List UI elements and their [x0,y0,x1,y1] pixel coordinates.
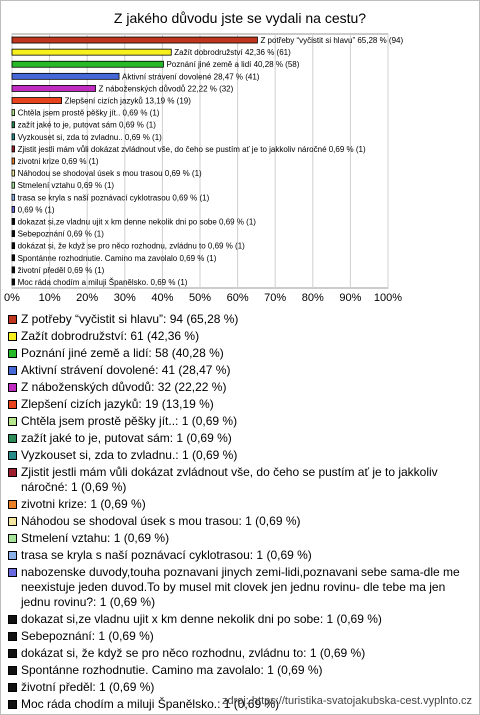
bar-label: dokázat si, že když se pro něco rozhodnu, zvládnu to 0,69 % (1) [17,241,245,251]
legend-swatch [8,349,17,358]
legend-swatch [8,451,17,460]
legend-label: Zažít dobrodružství: 61 (42,36 %) [21,329,200,343]
bar [12,218,15,224]
x-tick-label: 50% [188,292,212,304]
legend-item [8,531,472,546]
legend-item [8,363,472,378]
legend-swatch [8,700,17,709]
x-tick-label: 70% [264,292,287,304]
bar [12,122,15,128]
x-tick-label: 100% [373,292,403,304]
legend-label: zažít jaké to je, putovat sám: 1 (0,69 %) [21,431,232,445]
legend-label: Z náboženských důvodů: 32 (22,22 %) [21,380,227,394]
bar [12,134,15,140]
legend-item [8,612,472,627]
bar-label: Sebepoznání 0,69 % (1) [17,229,104,239]
legend-item [8,663,472,678]
legend-item [8,414,472,429]
legend-label: Chtěla jsem prostě pěšky jít..: 1 (0,69 %) [21,414,238,428]
bar-label: Aktivní strávení dovolené 28,47 % (41) [122,72,260,82]
legend-label: Moc ráda chodím a miluji Španělsko.: 1 (0,69 %) [21,697,280,711]
bar [12,158,15,164]
legend-swatch [8,366,17,375]
bar [12,170,15,176]
bar-chart [0,0,480,310]
source-note: zdroj: https://turistika-svatojakubska-cest.vyplnto.cz [221,695,472,707]
legend-swatch [8,632,17,641]
legend-label: Zlepšení cizích jazyků: 19 (13,19 %) [21,397,214,411]
bar [12,146,15,152]
legend-label: životní předěl: 1 (0,69 %) [21,680,155,694]
legend-swatch [8,615,17,624]
legend-item [8,497,472,512]
legend-swatch [8,315,17,324]
bar-label: trasa se kryla s naší poznávací cyklotrasou 0,69 % (1) [17,193,210,203]
legend-swatch [8,683,17,692]
legend-swatch [8,534,17,543]
legend-swatch [8,568,17,577]
legend-label: Aktivní strávení dovolené: 41 (28,47 %) [21,363,231,377]
legend-label: Z potřeby “vyčistit si hlavu”: 94 (65,28 %) [21,312,239,326]
legend-label: Sebepoznání: 1 (0,69 %) [21,629,154,643]
bar-label: Chtěla jsem prostě pěšky jít.. 0,69 % (1) [17,108,160,118]
legend-item [8,448,472,463]
legend-item [8,646,472,661]
bar-label: dokazat si,ze vladnu ujit x km denne nekolik dni po sobe 0,69 % (1) [17,217,256,227]
bar-label: Z náboženských důvodů 22,22 % (32) [98,84,234,94]
x-tick-label: 80% [301,292,324,304]
bar-label: Zažít dobrodružství 42,36 % (61) [174,48,291,58]
bar [12,85,96,91]
bar-label: Náhodou se shodoval úsek s mou trasou 0,69 % (1) [17,169,202,179]
bar [12,61,163,67]
legend-swatch [8,649,17,658]
x-tick-label: 10% [38,292,61,304]
legend-label: Poznání jiné země a lidí: 58 (40,28 %) [21,346,224,360]
legend-item [8,329,472,344]
bar-label: zivotni krize 0,69 % (1) [17,157,99,166]
bar [12,206,15,212]
legend-label: dokazat si,ze vladnu ujit x km denne nekolik dni po sobe: 1 (0,69 %) [21,612,382,626]
bar-label: Moc ráda chodím a miluji Španělsko. 0,69 % (1) [17,277,188,287]
legend-item [8,548,472,563]
legend-label: Náhodou se shodoval úsek s mou trasou: 1 (0,69 %) [21,514,301,528]
legend-swatch [8,666,17,675]
bar-label: Zjistit jestli mám vůli dokázat zvládnout vše, do čeho se pustím ať je to jakkoliv náročné 0,69 % (1) [17,144,366,154]
bar [12,98,62,104]
legend-swatch [8,517,17,526]
bar-label: Zlepšení cizích jazyků 13,19 % (19) [64,96,191,106]
legend-item [8,380,472,395]
legend-swatch [8,434,17,443]
legend-swatch [8,400,17,409]
legend-swatch [8,332,17,341]
legend-label: Spontánne rozhodnutie. Camino ma zavolalo: 1 (0,69 %) [21,663,323,677]
legend-item [8,312,472,327]
legend-label: Zjistit jestli mám vůli dokázat zvládnout vše, do čeho se pustím ať je to jakkoliv náročné: 1 (0,69 %) [21,465,438,494]
bar [12,49,171,55]
chart-legend [8,312,472,714]
x-tick-label: 90% [339,292,362,304]
bar [12,110,15,116]
x-tick-label: 40% [151,292,174,304]
legend-label: Stmelení vztahu: 1 (0,69 %) [21,531,170,545]
bar-label: Z potřeby “vyčistit si hlavu” 65,28 % (94) [260,36,404,46]
x-tick-label: 60% [226,292,249,304]
legend-item [8,629,472,644]
legend-label: Vyzkouset si, zda to zvladnu.: 1 (0,69 %) [21,448,238,462]
legend-item [8,680,472,695]
bar-label: životní předěl 0,69 % (1) [17,265,105,275]
bar [12,255,15,261]
legend-item [8,346,472,361]
chart-title: Z jakého důvodu jste se vydali na cestu? [113,10,367,26]
legend-label: dokázat si, že když se pro něco rozhodnu, zvládnu to: 1 (0,69 %) [21,646,366,660]
legend-swatch [8,468,17,477]
x-tick-label: 20% [76,292,99,304]
bar-label: Vyzkouset si, zda to zvladnu.. 0,69 % (1) [17,132,162,142]
bar-label: Poznání jiné země a lidí 40,28 % (58) [166,60,300,70]
legend-label: trasa se kryla s naší poznávací cyklotrasou: 1 (0,69 %) [21,548,312,562]
bar-label: Spontánne rozhodnutie. Camino ma zavolalo 0,69 % (1) [17,253,217,263]
bar-label: zažít jaké to je, putovat sám 0,69 % (1) [17,120,156,130]
x-tick-label: 30% [113,292,136,304]
bar [12,73,119,79]
bar-label: 0,69 % (1) [17,205,55,215]
bar [12,37,257,43]
bar-label: Stmelení vztahu 0,69 % (1) [17,181,115,191]
legend-item [8,514,472,529]
legend-label: zivotni krize: 1 (0,69 %) [21,497,146,511]
legend-swatch [8,383,17,392]
x-tick-label: 0% [4,292,20,304]
legend-item [8,465,472,495]
legend-swatch [8,417,17,426]
bar [12,279,15,285]
bar [12,194,15,200]
legend-item [8,397,472,412]
bar [12,231,15,237]
bar [12,243,15,249]
bar [12,182,15,188]
legend-swatch [8,551,17,560]
legend-label: nabozenske duvody,touha poznavani jinych zemi-lidi,poznavani sebe sama-dle me neexistuje jeden duvod.To by musel mit clovek jen jednu rovinu- dle tebe ma jen jednu rovinu?: 1 (0,69 %) [21,565,460,609]
legend-item [8,431,472,446]
legend-item [8,565,472,610]
legend-swatch [8,500,17,509]
bar [12,267,15,273]
